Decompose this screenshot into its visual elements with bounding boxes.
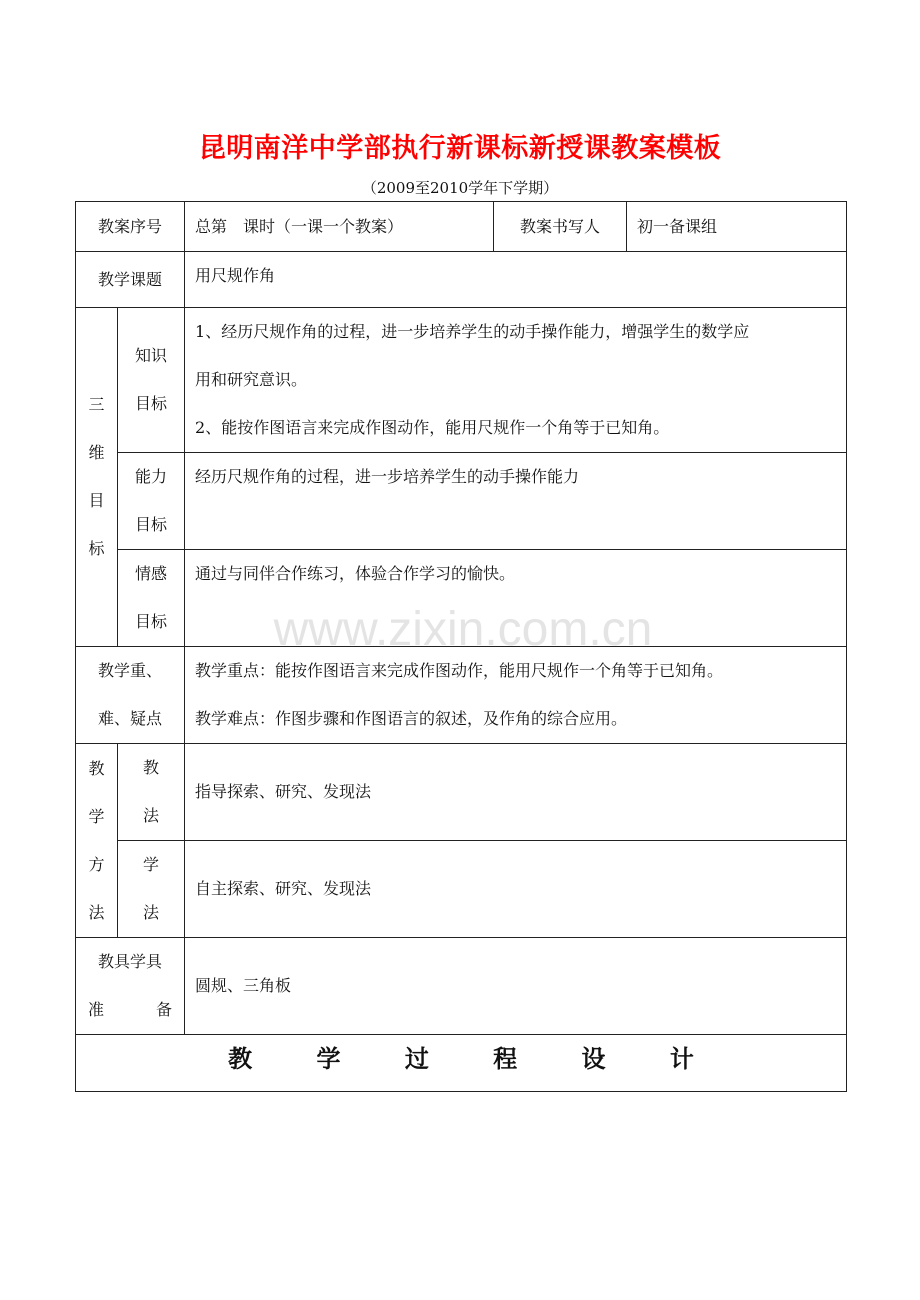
process-design-heading: 教 学 过 程 设 计 [76,1035,847,1092]
page-subtitle: （2009至2010学年下学期） [361,179,559,197]
page-title: 昆明南洋中学部执行新课标新授课教案模板 [198,133,722,164]
learn-method-text: 自主探索、研究、发现法 [185,841,847,938]
row-topic [76,252,847,308]
tools-text: 圆规、三角板 [185,938,847,1035]
knowledge-goal-label: 知识 目标 [118,308,185,453]
topic-value: 用尺规作角 [185,252,847,308]
lesson-number-label: 教案序号 [76,202,185,252]
key-points-text: 教学重点：能按作图语言来完成作图动作，能用尺规作一个角等于已知角。 教学难点：作图步骤和作图语言的叙述，及作角的综合应用。 [185,647,847,744]
teach-method-label: 教 法 [118,744,185,841]
learn-method-label: 学 法 [118,841,185,938]
row-process-design [76,1035,847,1092]
row-tools [76,938,847,1035]
row-key-points [76,647,847,744]
row-method-learning [76,841,847,938]
tools-label: 教具学具 准 备 [76,938,185,1035]
lesson-plan-table [75,201,847,1092]
teaching-methods-label: 教 学 方 法 [76,744,118,938]
row-lesson-number [76,202,847,252]
row-goal-ability [76,453,847,550]
watermark: www.zixin.com.cn [273,603,653,656]
row-goal-emotion [76,550,847,647]
writer-label: 教案书写人 [494,202,627,252]
writer-value: 初一备课组 [627,202,847,252]
teach-method-text: 指导探索、研究、发现法 [185,744,847,841]
ability-goal-label: 能力 目标 [118,453,185,550]
ability-goal-text: 经历尺规作角的过程，进一步培养学生的动手操作能力 [185,453,847,550]
key-points-label: 教学重、 难、疑点 [76,647,185,744]
knowledge-goal-text: 1、经历尺规作角的过程，进一步培养学生的动手操作能力，增强学生的数学应 用和研究意识。 2、能按作图语言来完成作图动作，能用尺规作一个角等于已知角。 [185,308,847,453]
topic-label: 教学课题 [76,252,185,308]
lesson-number-value: 总第 课时（一课一个教案） [185,202,494,252]
three-dim-goals-label: 三 维 目 标 [76,308,118,647]
emotion-goal-label: 情感 目标 [118,550,185,647]
row-goal-knowledge [76,308,847,453]
emotion-goal-text: 通过与同伴合作练习，体验合作学习的愉快。 [185,550,847,647]
row-method-teaching [76,744,847,841]
